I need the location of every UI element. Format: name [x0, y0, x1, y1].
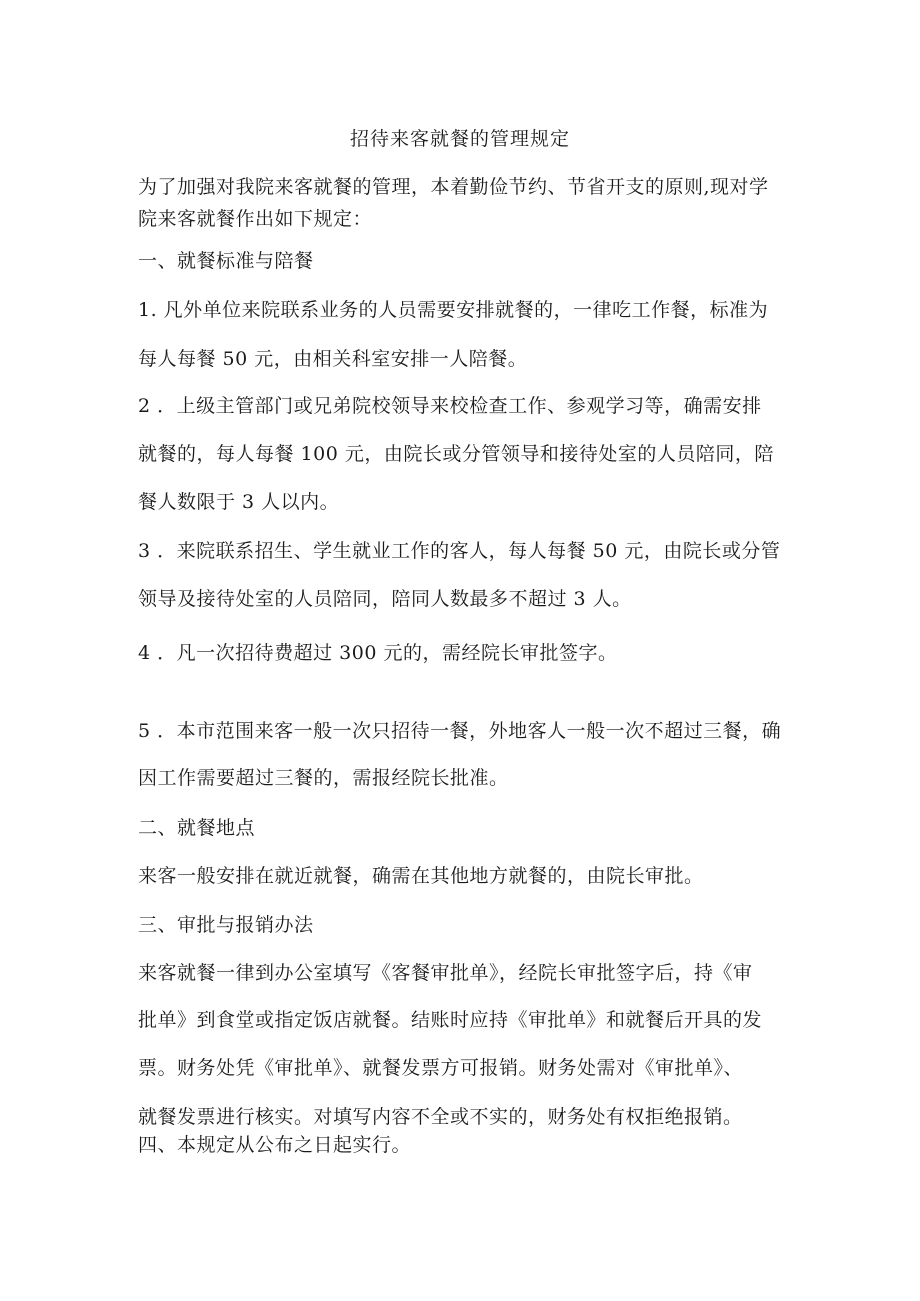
intro-line-2: 院来客就餐作出如下规定：	[138, 208, 373, 230]
section-4-heading: 四、本规定从公布之日起实行。	[138, 1134, 412, 1156]
document-title: 招待来客就餐的管理规定	[349, 128, 570, 150]
item-2-line-2: 就餐的，每人每餐 100 元，由院长或分管领导和接待处室的人员陪同，陪	[138, 443, 774, 465]
section-3-line-4: 就餐发票进行核实。对填写内容不全或不实的，财务处有权拒绝报销。	[138, 1106, 743, 1128]
section-3-heading: 三、审批与报销办法	[138, 914, 314, 936]
item-1-line-2: 每人每餐 50 元，由相关科室安排一人陪餐。	[138, 348, 528, 370]
section-2-text: 来客一般安排在就近就餐，确需在其他地方就餐的，由院长审批。	[138, 865, 704, 887]
section-3-line-2: 批单》到食堂或指定饭店就餐。结账时应持《审批单》和就餐后开具的发	[138, 1009, 763, 1031]
section-3-line-3: 票。财务处凭《审批单》、就餐发票方可报销。财务处需对《审批单》、	[138, 1057, 744, 1079]
item-2-line-1: 2 ．上级主管部门或兄弟院校领导来校检查工作、参观学习等，确需安排	[138, 395, 762, 417]
item-2-line-3: 餐人数限于 3 人以内。	[138, 491, 340, 513]
section-3-line-1: 来客就餐一律到办公室填写《客餐审批单》，经院长审批签字后，持《审	[138, 962, 753, 984]
item-5-line-1: 5 ．本市范围来客一般一次只招待一餐，外地客人一般一次不超过三餐，确	[138, 720, 782, 742]
item-5-line-2: 因工作需要超过三餐的，需报经院长批准。	[138, 767, 509, 789]
intro-line-1: 为了加强对我院来客就餐的管理，本着勤俭节约、节省开支的原则,现对学	[138, 176, 769, 198]
item-3-line-2: 领导及接待处室的人员陪同，陪同人数最多不超过 3 人。	[138, 588, 632, 610]
item-4-line-1: 4 ．凡一次招待费超过 300 元的，需经院长审批签字。	[138, 642, 618, 664]
section-1-heading: 一、就餐标准与陪餐	[138, 250, 314, 272]
item-1-line-1: 1. 凡外单位来院联系业务的人员需要安排就餐的，一律吃工作餐，标准为	[138, 299, 769, 321]
section-2-heading: 二、就餐地点	[138, 817, 256, 839]
item-3-line-1: 3 ．来院联系招生、学生就业工作的客人，每人每餐 50 元，由院长或分管	[138, 540, 781, 562]
